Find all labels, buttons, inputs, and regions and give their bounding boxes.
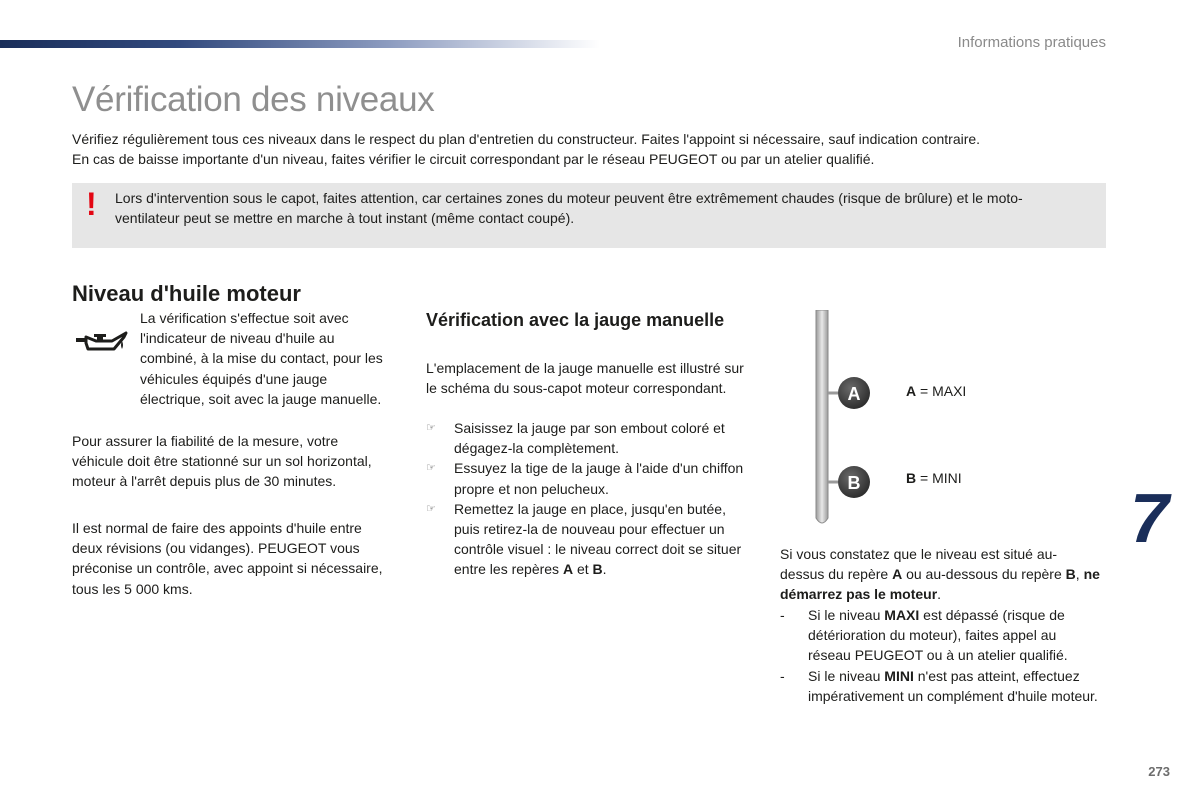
marker-b-key: B: [906, 470, 917, 486]
exclamation-icon: !: [86, 186, 97, 222]
level-actions-list: [780, 605, 1100, 706]
step-text: Essuyez la tige de la jauge à l'aide d'un chiffon propre et non pelucheux.: [454, 460, 744, 497]
item-post: est dépassé (risque de détérioration du moteur), faites appel au réseau PEUGEOT ou à un atelier qualifié.: [808, 607, 1068, 664]
oil-can-icon: [74, 327, 128, 357]
oil-level-lead: La vérification s'effectue soit avec l'indicateur de niveau d'huile au combiné, à la mise du contact, pour les véhicules équipés d'une jauge électrique, soit avec la jauge manuelle.: [140, 310, 383, 407]
chapter-number: 7: [1130, 479, 1169, 557]
level-intro-mid: ou au-dessous du repère: [906, 566, 1062, 583]
list-item: [780, 666, 1100, 706]
warning-box: [72, 183, 1106, 248]
marker-ref-b: B: [592, 561, 603, 578]
marker-a-label: [906, 383, 966, 399]
item-pre: Si le niveau: [808, 667, 881, 684]
list-item: [780, 605, 1100, 666]
level-intro-warning: ne démarrez pas le moteur: [780, 566, 1100, 603]
level-intro-b: B: [1065, 566, 1076, 583]
marker-ref-a: A: [562, 561, 574, 578]
hand-pointer-icon: ☞: [426, 462, 436, 475]
level-intro-comma: ,: [1075, 566, 1080, 583]
step-text: Saisissez la jauge par son embout coloré et dégagez-la complètement.: [454, 420, 725, 457]
step-text-end: .: [602, 561, 607, 578]
page-title: Vérification des niveaux: [72, 80, 435, 119]
header-gradient-bar: [0, 40, 600, 48]
marker-b-label: [906, 470, 962, 486]
hand-pointer-icon: ☞: [426, 422, 436, 434]
list-item: [426, 418, 746, 458]
marker-a-value: = MAXI: [916, 383, 967, 399]
marker-a-letter: A: [847, 384, 861, 404]
level-intro-a: A: [892, 566, 903, 583]
marker-b-letter: B: [847, 473, 861, 493]
level-intro-end: .: [937, 586, 942, 603]
marker-b-value: = MINI: [916, 470, 962, 486]
warning-text: Lors d'intervention sous le capot, faites attention, car certaines zones du moteur peuvent être extrêmement chaudes (risque de brûlure) et le moto-ventilateur peut se mettre en marche à tout instant (même contact coupé).: [115, 190, 1023, 226]
intro-line-2: En cas de baisse importante d'un niveau, faites vérifier le circuit correspondant par le réseau PEUGEOT ou par un atelier qualifié.: [72, 151, 875, 167]
item-post: n'est pas atteint, effectuez impérativement un complément d'huile moteur.: [808, 667, 1098, 704]
oil-level-para-1: Pour assurer la fiabilité de la mesure, votre véhicule doit être stationné sur un sol horizontal, moteur à l'arrêt depuis plus de 30 minutes.: [72, 433, 372, 490]
hand-pointer-icon: ☞: [426, 502, 436, 515]
oil-level-heading: Niveau d'huile moteur: [72, 281, 301, 306]
section-name: Informations pratiques: [957, 34, 1106, 51]
marker-a-key: A: [906, 383, 917, 399]
oil-level-para-2: Il est normal de faire des appoints d'huile entre deux révisions (ou vidanges). PEUGEOT vous préconise un contrôle, avec appoint si nécessaire, tous les 5 000 kms.: [72, 520, 383, 597]
list-item: [426, 458, 746, 498]
item-keyword: MINI: [884, 667, 914, 684]
dipstick-heading: Vérification avec la jauge manuelle: [426, 310, 725, 330]
dipstick-illustration: [808, 310, 878, 530]
dash-bullet: -: [780, 667, 785, 684]
item-keyword: MAXI: [884, 607, 920, 623]
step-text-and: et: [576, 561, 589, 578]
page-number: 273: [1148, 764, 1170, 779]
level-intro-pre: Si vous constatez que le niveau est situé au-dessus du repère: [780, 546, 1058, 583]
item-pre: Si le niveau: [808, 607, 881, 623]
dipstick-steps: [426, 418, 746, 580]
level-check-intro: [780, 544, 1100, 605]
dash-bullet: -: [780, 607, 785, 623]
list-item: [426, 499, 746, 580]
step-text: Remettez la jauge en place, jusqu'en butée, puis retirez-la de nouveau pour effectuer un contrôle visuel : le niveau correct doit se situer entre les repères: [454, 500, 742, 578]
intro-line-1: Vérifiez régulièrement tous ces niveaux dans le respect du plan d'entretien du constructeur. Faites l'appoint si nécessaire, sauf indication contraire.: [72, 131, 981, 147]
dipstick-intro: L'emplacement de la jauge manuelle est illustré sur le schéma du sous-capot moteur correspondant.: [426, 360, 744, 397]
intro-text: [72, 129, 1112, 169]
